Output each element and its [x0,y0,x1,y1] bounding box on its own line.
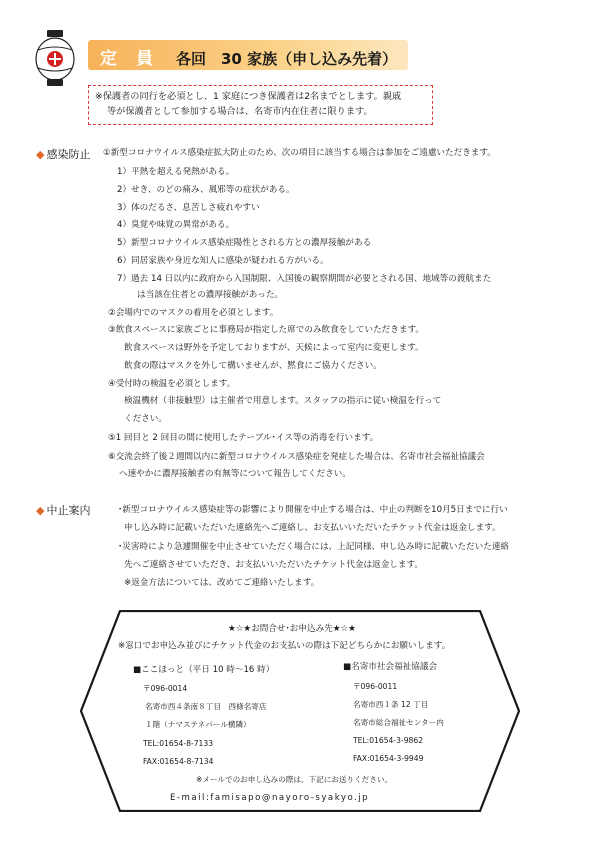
diamond-icon: ◆ [36,148,45,161]
capacity-label: 定 員 [100,49,154,69]
infection-line: ②会場内でのマスクの着用を必須とします。 [108,308,279,318]
office-left-name: ■ここほっと（平日 10 時～16 時） [133,665,275,675]
infection-line: へ速やかに濃厚接触者の有無等について報告してください。 [119,469,351,479]
office-right-zip: 〒096-0011 [353,682,398,691]
infection-line: ⑤1 回目と 2 回目の間に使用したテーブル･イス等の消毒を行います。 [108,433,379,443]
infection-line: 7）過去 14 日以内に政府から入国制限、入国後の観察期間が必要とされる国、地域等の渡航また [117,274,492,284]
infection-line: 飲食スペースは野外を予定しておりますが、天候によって室内に変更します。 [124,343,424,353]
notice-box [88,85,433,125]
infection-line: 検温機材（非接触型）は主催者で用意します。スタッフの指示に従い検温を行って [124,396,442,406]
office-right-address: 名寄市総合福祉センター内 [353,718,444,727]
capacity-value: 各回 30 家族（申し込み先着） [176,50,398,68]
office-left-address: 名寄市西４条南８丁目 西條名寄店 [145,702,267,711]
infection-line: 飲食の際はマスクを外して構いませんが、黙食にご協力ください。 [124,361,382,371]
infection-heading: ◆ 感染防止 [36,148,91,161]
mail-note: ※メールでのお申し込みの際は、下記にお送りください。 [196,775,393,784]
office-left-zip: 〒096-0014 [143,684,188,693]
infection-line: ⑥交流会終了後２週間以内に新型コロナウイルス感染症を発症した場合は、名寄市社会福祉協議会 [108,452,485,462]
cancel-line: ※返金方法については、改めてご連絡いたします。 [124,578,320,588]
infection-line: は当該在住者との濃厚接触があった。 [137,290,284,300]
infection-line: 3）体のだるさ、息苦しさ疲れやすい [117,203,260,213]
infection-line: 5）新型コロナウイルス感染症陽性とされる方との濃厚接触がある [117,238,372,248]
cancel-line: 先へご連絡させていただき、お支払いいただいたチケット代金は返金します。 [124,560,423,570]
email-address[interactable]: E-mail:famisapo@nayoro-syakyo.jp [170,793,370,803]
office-left-tel: TEL:01654-8-7133 [143,739,214,748]
infection-line: ①新型コロナウイルス感染症拡大防止のため、次の項目に該当する場合は参加をご遠慮いただきます。 [103,148,496,158]
notice-line: ※保護者の同行を必須とし、1 家庭につき保護者は2名までとします。親戚 [95,91,402,102]
cancel-line: ･災害時により急遽開催を中止させていただく場合には、上記同様、申し込み時に記載いただいた連絡 [118,542,510,552]
cancel-line: ･新型コロナウイルス感染症等の影響により開催を中止する場合は、中止の判断を10月5日までに行い [118,505,508,515]
office-left-fax: FAX:01654-8-7134 [143,757,214,766]
office-right-address: 名寄市西１条 12 丁目 [353,700,429,709]
notice-line: 等が保護者として参加する場合は、名寄市内在住者に限ります。 [107,106,373,117]
contact-title: ★☆★お問合せ･お申込み先★☆★ [228,624,356,634]
infection-line: ③飲食スペースに家族ごとに事務局が指定した席でのみ飲食をしていただきます。 [108,325,424,335]
page-title [100,44,397,69]
office-right-fax: FAX:01654-3-9949 [353,754,424,763]
diamond-icon: ◆ [36,504,45,517]
infection-line: ください。 [124,414,167,424]
infection-line: 2）せき、のどの痛み、風邪等の症状がある。 [117,185,295,195]
infection-line: 6）同居家族や身近な知人に感染が疑われる方がいる。 [117,256,329,266]
office-right-name: ■名寄市社会福祉協議会 [343,662,438,672]
cancel-line: 申し込み時に記載いただいた連絡先へご連絡し、お支払いいただいたチケット代金は返金します。 [124,523,501,533]
infection-line: ④受付時の検温を必須とします。 [108,379,236,389]
office-left-address: １階（ナマステネパール横隣） [145,720,251,729]
office-right-tel: TEL:01654-3-9862 [353,736,424,745]
lantern-icon [30,30,80,86]
infection-line: 4）臭覚や味覚の異常がある。 [117,220,235,230]
infection-line: 1）平熱を超える発熱がある。 [117,167,235,177]
contact-subtitle: ※窓口でお申込み並びにチケット代金のお支払いの際は下記どちらかにお願いします。 [118,641,451,651]
cancel-heading: ◆ 中止案内 [36,504,91,517]
